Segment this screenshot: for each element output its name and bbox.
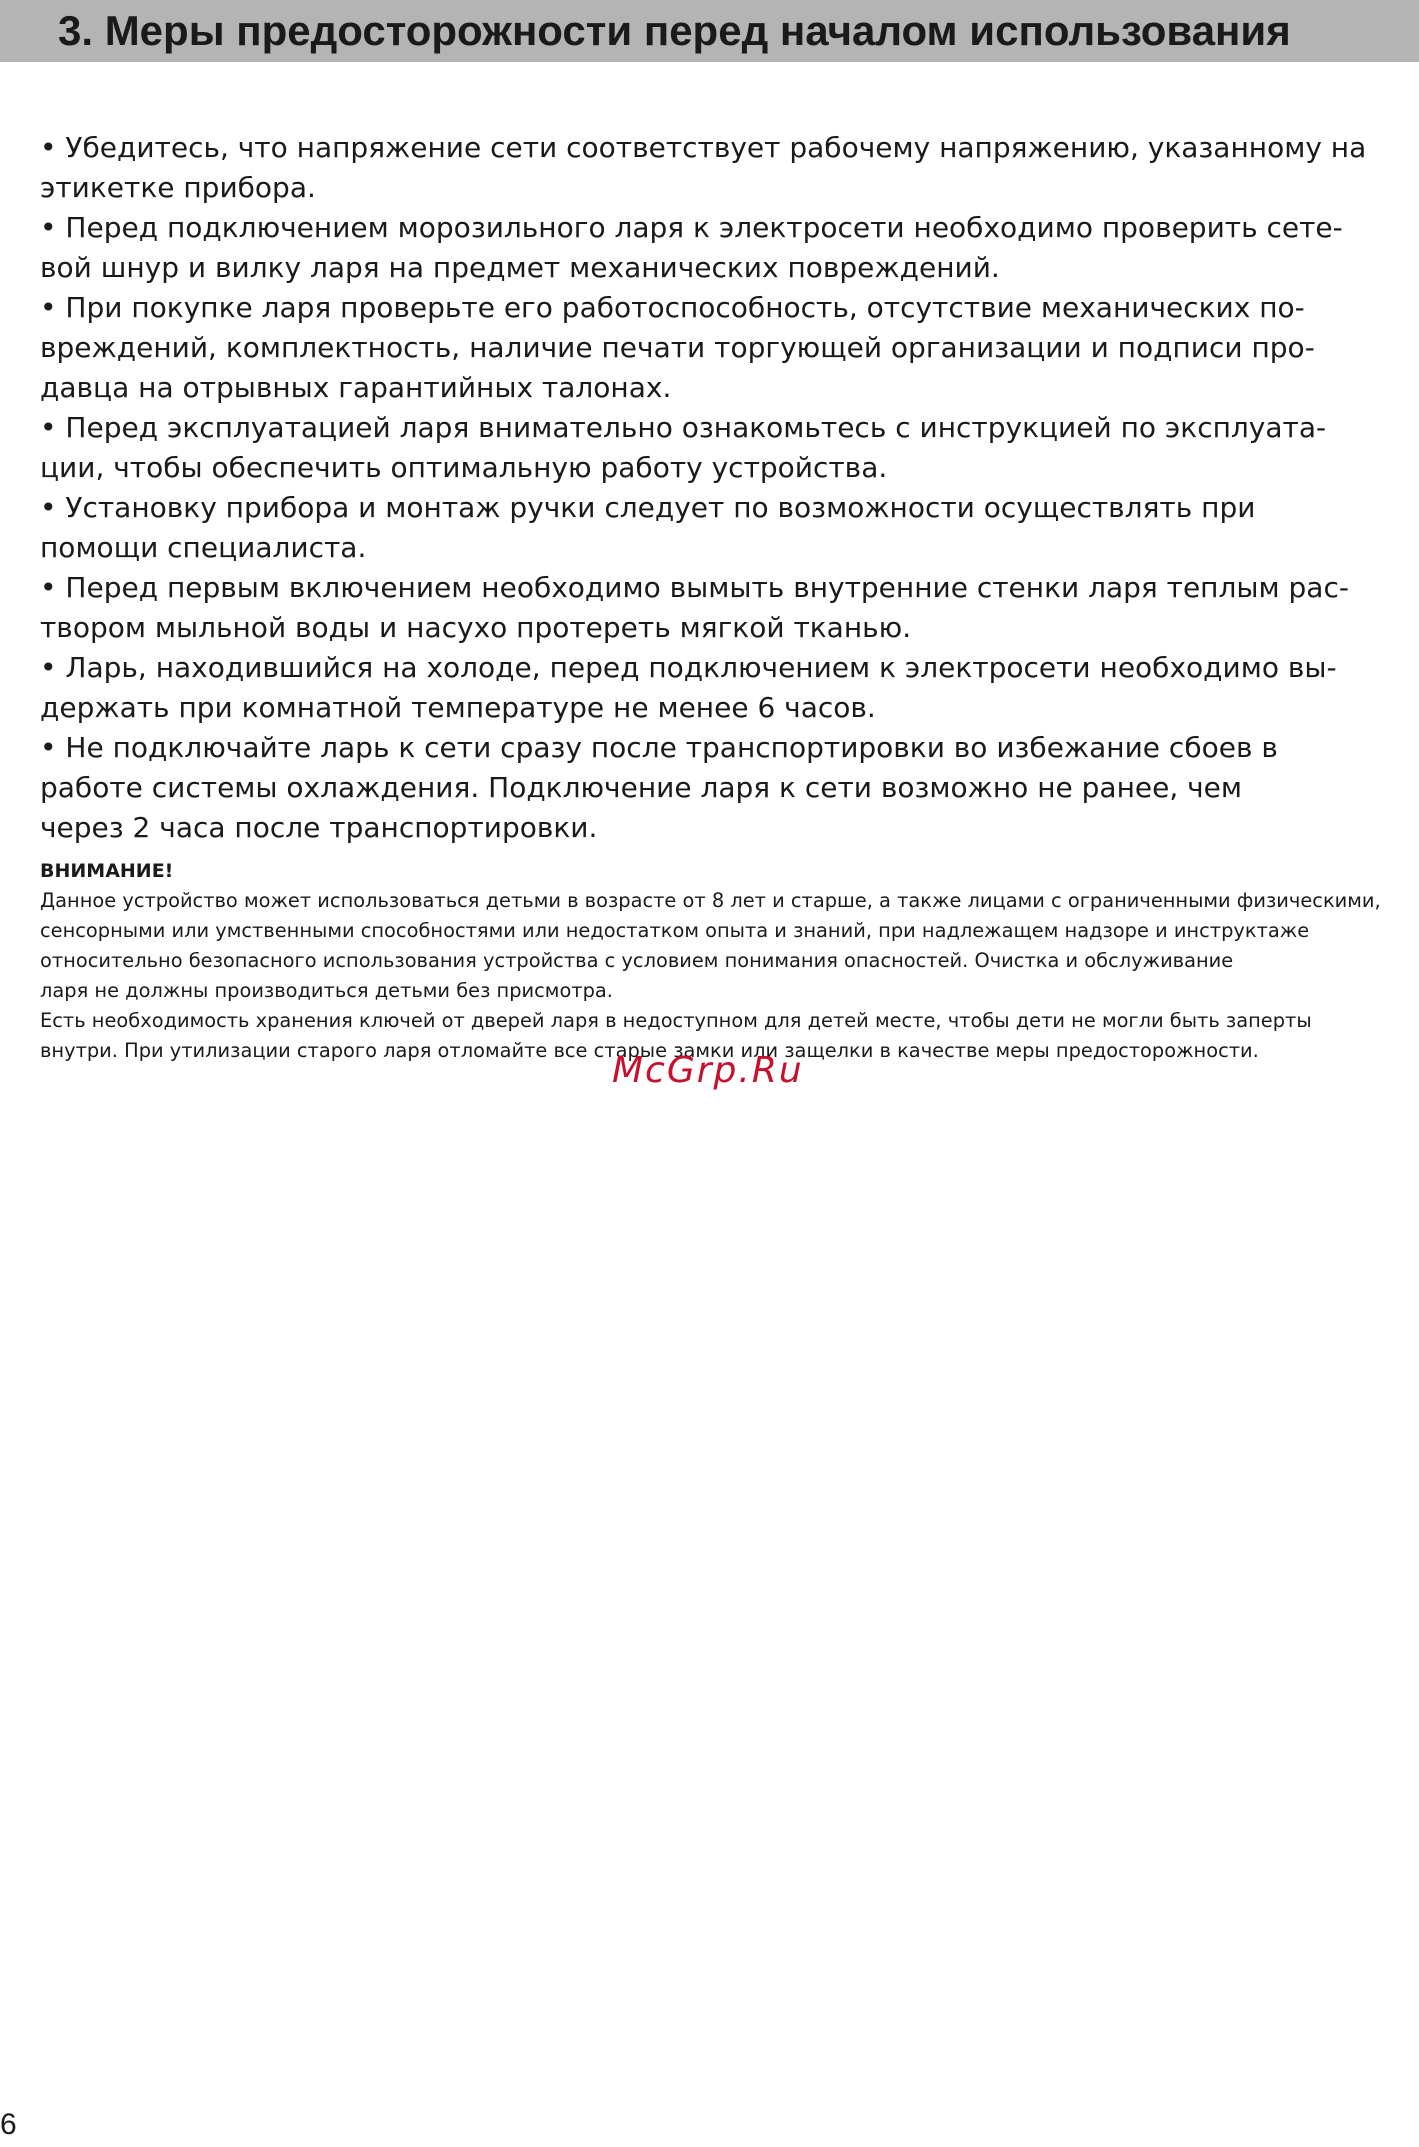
watermark: McGrp.Ru bbox=[612, 1050, 804, 1091]
precaution-line: давца на отрывных гарантийных талонах. bbox=[40, 371, 672, 404]
precaution-item bbox=[40, 208, 1400, 288]
warning-line: сенсорными или умственными способностями или недостатком опыта и знаний, при надлежащем надзоре и инструктаже bbox=[40, 919, 1310, 942]
precaution-line: • Не подключайте ларь к сети сразу после транспортировки во избежание сбоев в bbox=[40, 731, 1278, 764]
precaution-item bbox=[40, 648, 1400, 728]
page-title: 3. Меры предосторожности перед началом использования bbox=[58, 7, 1291, 54]
precaution-item bbox=[40, 288, 1400, 408]
precaution-line: вой шнур и вилку ларя на предмет механических повреждений. bbox=[40, 251, 1000, 284]
page-number: 6 bbox=[0, 2108, 17, 2141]
precaution-line: через 2 часа после транспортировки. bbox=[40, 811, 598, 844]
precaution-line: вреждений, комплектность, наличие печати торгующей организации и подписи про- bbox=[40, 331, 1315, 364]
precaution-line: • Установку прибора и монтаж ручки следует по возможности осуществлять при bbox=[40, 491, 1256, 524]
precautions-list bbox=[40, 128, 1400, 848]
precaution-line: • Перед эксплуатацией ларя внимательно ознакомьтесь с инструкцией по эксплуата- bbox=[40, 411, 1327, 444]
precaution-line: • Перед первым включением необходимо вымыть внутренние стенки ларя теплым рас- bbox=[40, 571, 1349, 604]
precaution-item bbox=[40, 488, 1400, 568]
warning-title: ВНИМАНИЕ! bbox=[40, 860, 174, 882]
precaution-item bbox=[40, 568, 1400, 648]
precaution-line: помощи специалиста. bbox=[40, 531, 367, 564]
warning-line: Есть необходимость хранения ключей от дверей ларя в недоступном для детей месте, чтобы дети не могли быть заперты bbox=[40, 1009, 1312, 1032]
precaution-line: этикетке прибора. bbox=[40, 171, 316, 204]
warning-line: относительно безопасного использования устройства с условием понимания опасностей. Очистка и обслуживание bbox=[40, 949, 1234, 972]
precaution-line: ции, чтобы обеспечить оптимальную работу устройства. bbox=[40, 451, 888, 484]
precaution-line: • При покупке ларя проверьте его работоспособность, отсутствие механических по- bbox=[40, 291, 1305, 324]
precaution-line: работе системы охлаждения. Подключение ларя к сети возможно не ранее, чем bbox=[40, 771, 1243, 804]
precaution-line: твором мыльной воды и насухо протереть мягкой тканью. bbox=[40, 611, 912, 644]
warning-line: ларя не должны производиться детьми без присмотра. bbox=[40, 979, 613, 1002]
precaution-line: • Убедитесь, что напряжение сети соответствует рабочему напряжению, указанному на bbox=[40, 131, 1367, 164]
section-header-bar bbox=[0, 0, 1419, 62]
precaution-line: • Перед подключением морозильного ларя к электросети необходимо проверить сете- bbox=[40, 211, 1343, 244]
warning-block bbox=[40, 856, 1419, 1066]
precaution-item bbox=[40, 408, 1400, 488]
warning-line: внутри. При утилизации старого ларя отломайте все старые замки или защелки в качестве меры предосторожности. bbox=[40, 1039, 1259, 1062]
precaution-item bbox=[40, 728, 1400, 848]
precaution-line: держать при комнатной температуре не менее 6 часов. bbox=[40, 691, 876, 724]
precaution-line: • Ларь, находившийся на холоде, перед подключением к электросети необходимо вы- bbox=[40, 651, 1337, 684]
warning-line: Данное устройство может использоваться детьми в возрасте от 8 лет и старше, а также лицами с ограниченными физическими, bbox=[40, 889, 1381, 912]
precaution-item bbox=[40, 128, 1400, 208]
